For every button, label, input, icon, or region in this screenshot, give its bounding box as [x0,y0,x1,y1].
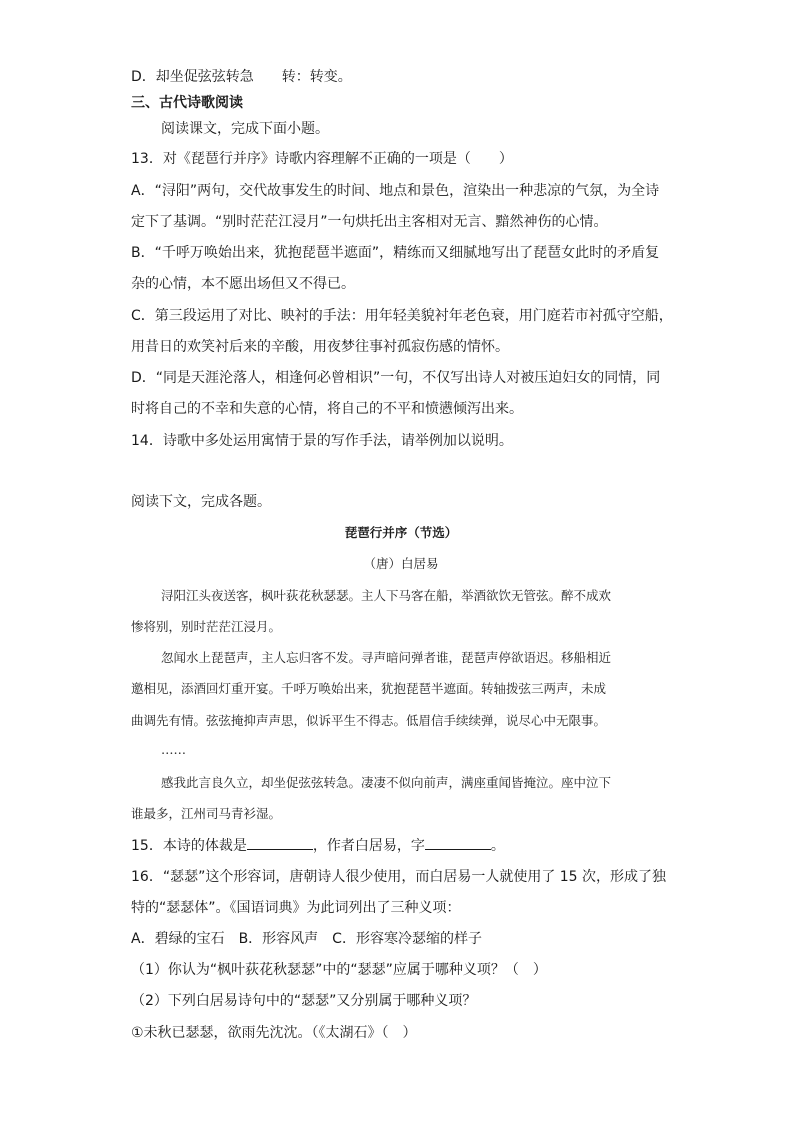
q13-option-a-line2: 定下了基调。“别时茫茫江浸月”一句烘托出主客相对无言、黯然神伤的心情。 [131,214,608,230]
poem-title: 琵琶行并序（节选） [344,525,458,540]
q15-blank-genre[interactable] [247,835,313,850]
q13-option-b-line2: 杂的心情，本不愿出场但又不得已。 [131,276,355,292]
q13-option-b-line1: B．“千呼万唤始出来，犹抱琵琶半遮面”，精练而又细腻地写出了琵琶女此时的矛盾复 [131,245,660,261]
poem-para1-line2: 惨将别，别时茫茫江浸月。 [131,619,282,634]
poem-para2-line2: 邀相见，添酒回灯重开宴。千呼万唤始出来，犹抱琵琶半遮面。转轴拨弦三两声，未成 [131,681,607,696]
q13-option-a-line1: A．“浔阳”两句，交代故事发生的时间、地点和景色，渲染出一种悲凉的气氛，为全诗 [131,183,660,199]
q15-blank-courtesy-name[interactable] [425,835,491,850]
reading-instruction: 阅读下文，完成各题。 [131,494,271,510]
q15-text-a: 15．本诗的体裁是 [131,838,247,854]
question-16-line1: 16．“瑟瑟”这个形容词，唐朝诗人很少使用，而白居易一人就使用了 15 次，形成了独 [131,869,667,885]
q13-option-c-line2: 用昔日的欢笑衬后来的辛酸，用夜梦往事衬孤寂伤感的情怀。 [131,339,509,355]
poem-author: （唐）白居易 [363,556,439,571]
poem-para1-line1: 浔阳江头夜送客，枫叶荻花秋瑟瑟。主人下马客在船，举酒欲饮无管弦。醉不成欢 [161,588,612,603]
poem-para2-line1: 忽闻水上琵琶声，主人忘归客不发。寻声暗问弹者谁，琵琶声停欲语迟。移船相近 [161,650,612,665]
option-d-q12: D．却坐促弦弦转急 转：转变。 [131,69,352,85]
q16-options: A．碧绿的宝石 B．形容风声 C．形容寒冷瑟缩的样子 [131,931,482,947]
question-15 [131,835,671,856]
q16-subquestion-1: （1）你认为“枫叶荻花秋瑟瑟”中的“瑟瑟”应属于哪种义项？（ ） [131,962,547,978]
section-title-poetry: 三、古代诗歌阅读 [131,95,243,111]
poem-para3-line2: 谁最多，江州司马青衫湿。 [131,806,282,821]
poem-ellipsis: …… [161,742,186,757]
question-16-line2: 特的“瑟瑟体”。《国语词典》为此词列出了三种义项： [131,900,461,916]
q16-subquestion-2: （2）下列白居易诗句中的“瑟瑟”又分别属于哪种义项？ [131,993,477,1009]
section-instruction: 阅读课文，完成下面小题。 [161,121,329,137]
q13-option-c-line1: C．第三段运用了对比、映衬的手法：用年轻美貌衬年老色衰，用门庭若市衬孤守空船， [131,308,673,324]
poem-para2-line3: 曲调先有情。弦弦掩抑声声思，似诉平生不得志。低眉信手续续弹，说尽心中无限事。 [131,713,607,728]
question-13: 13．对《琵琶行并序》诗歌内容理解不正确的一项是（ ） [131,151,513,167]
q15-text-c: 。 [490,838,505,854]
q13-option-d-line2: 时将自己的不幸和失意的心情，将自己的不平和愤懑倾泻出来。 [131,401,523,417]
q13-option-d-line1: D．“同是天涯沦落人，相逢何必曾相识”一句，不仅写出诗人对被压迫妇女的同情，同 [131,370,661,386]
q15-text-b: ，作者白居易，字 [312,838,425,854]
poem-para3-line1: 感我此言良久立，却坐促弦弦转急。凄凄不似向前声，满座重闻皆掩泣。座中泣下 [161,775,612,790]
question-14: 14．诗歌中多处运用寓情于景的写作手法，请举例加以说明。 [131,433,513,449]
q16-subquestion-2-item1: ①未秋已瑟瑟，欲雨先沈沈。（《太湖石》（ ） [131,1025,417,1041]
